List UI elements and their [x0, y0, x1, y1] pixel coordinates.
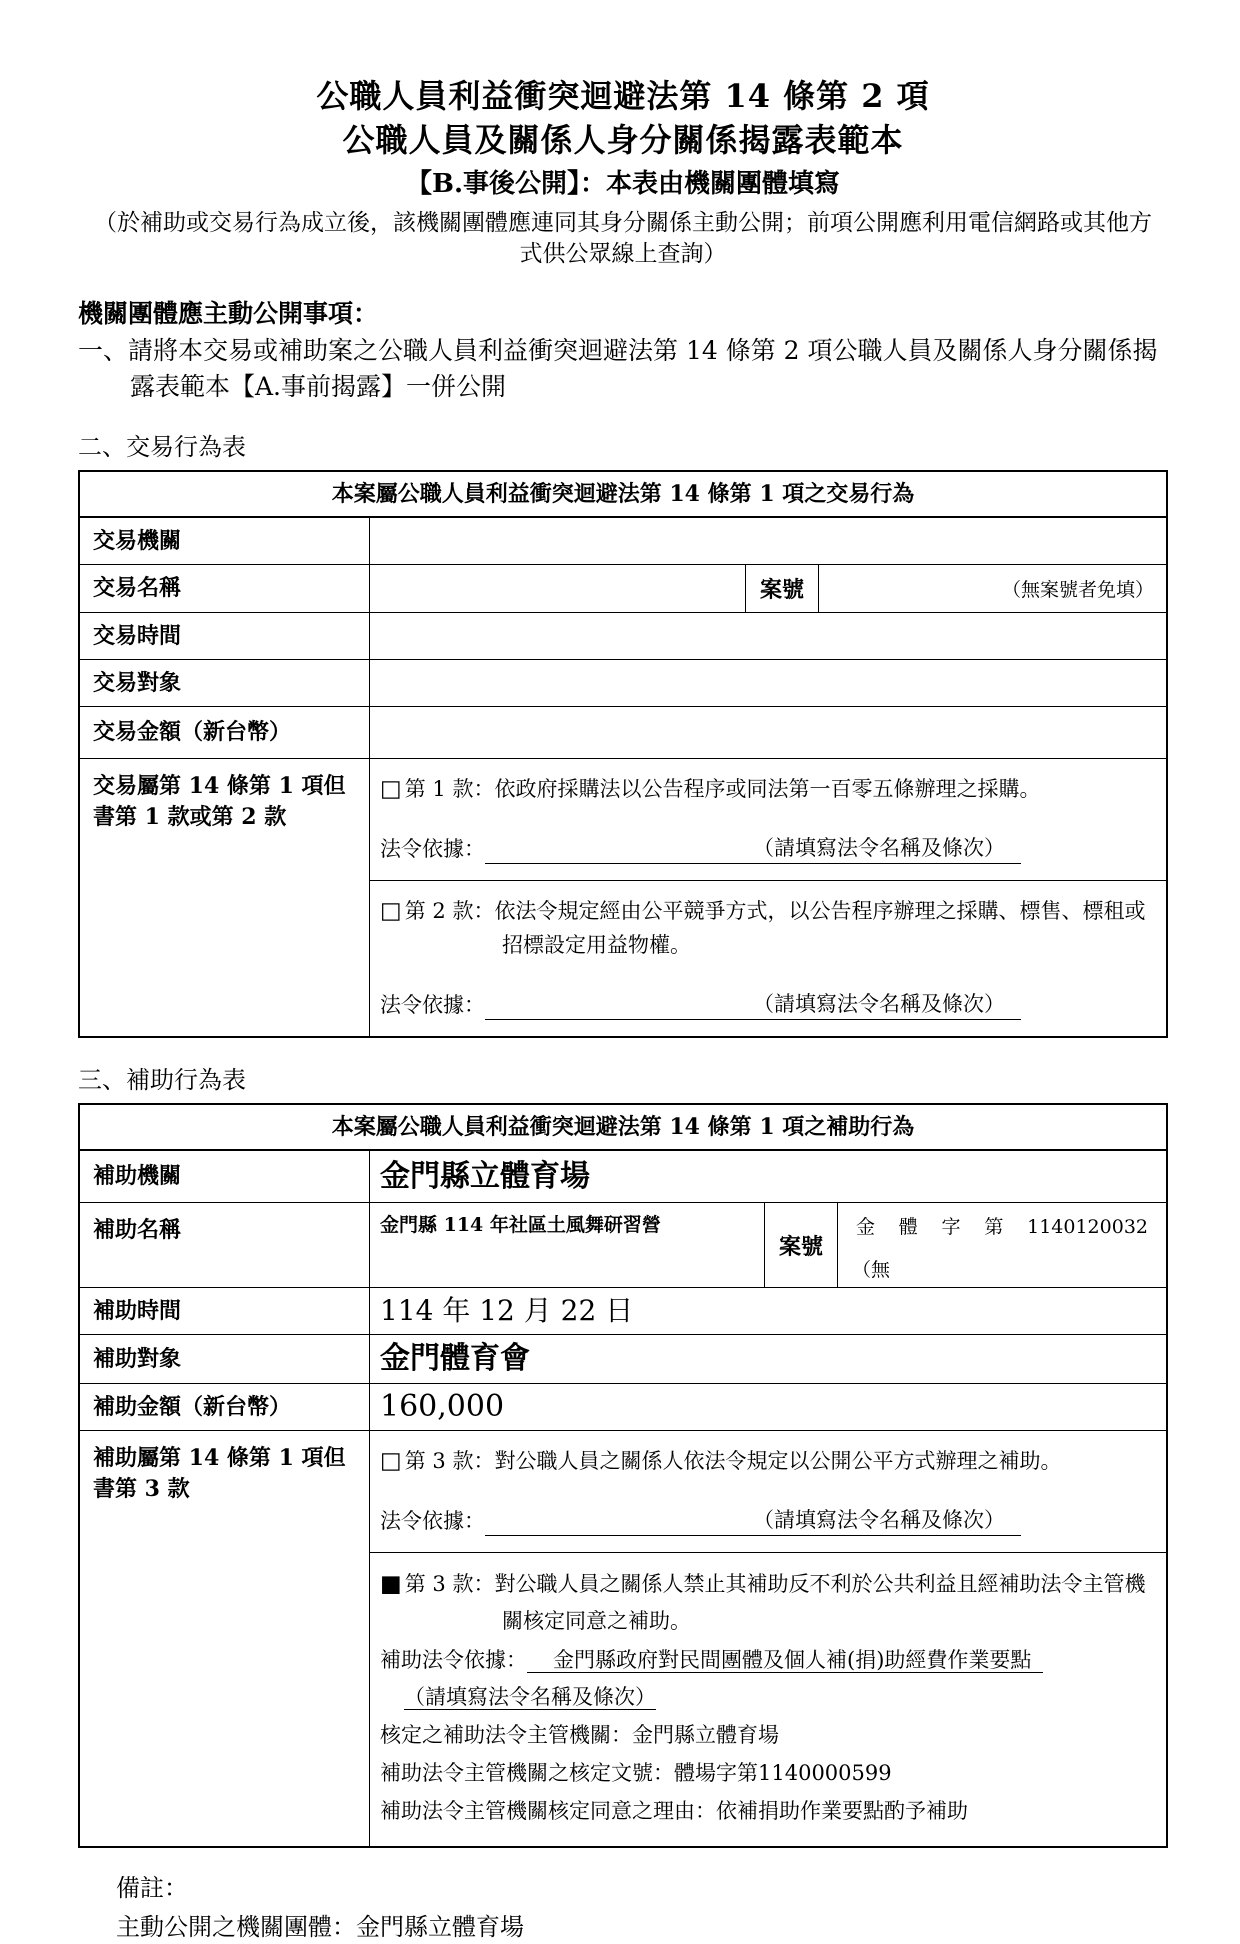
blank-underline [485, 1534, 753, 1535]
clause-3a-law-line [380, 1505, 1154, 1536]
subsidy-clause-3b [370, 1552, 1166, 1846]
clause-3b-text: 第 3 款：對公職人員之關係人禁止其補助反不利於公共利益且經補助法令主管機關核定同意之補助。 [404, 1572, 1146, 1633]
subsidy-agency-text: 金門縣立體育場 [380, 1158, 590, 1194]
table-row [80, 1335, 1166, 1384]
table-row [80, 759, 1166, 1036]
table-row [80, 1203, 1166, 1288]
law-basis-blank [485, 989, 1021, 1020]
clause-2-text: 第 2 款：依法令規定經由公平競爭方式，以公告程序辦理之採購、標售、標租或招標設定用益物權。 [404, 899, 1146, 957]
clause-1-text-line [380, 772, 1154, 806]
table-row [80, 518, 1166, 565]
table-row [80, 707, 1166, 759]
law-basis-hint: （請填寫法令名稱及條次） [753, 992, 1005, 1016]
transaction-table [78, 470, 1168, 1038]
footer-disclosure-line: 主動公開之機關團體：金門縣立體育場 [116, 1913, 524, 1941]
transaction-time-value [370, 613, 1166, 659]
case-number-line1: 金 體 字 第 1140120032 [856, 1216, 1148, 1238]
subsidy-case-number-value [838, 1203, 1166, 1287]
table-row [80, 1431, 1166, 1846]
underline-pad [527, 1666, 553, 1667]
clause-2-law-line [380, 989, 1154, 1020]
subsidy-law-basis-text: 金門縣政府對民間團體及個人補(捐)助經費作業要點 [553, 1648, 1032, 1672]
subsidy-agency-label: 補助機關 [80, 1151, 370, 1202]
table-row [80, 1151, 1166, 1203]
subsidy-target-text: 金門體育會 [380, 1341, 530, 1376]
transaction-clause-label: 交易屬第 14 條第 1 項但書第 1 款或第 2 款 [80, 759, 370, 1036]
law-basis-blank [485, 1505, 1021, 1536]
law-basis-label: 法令依據： [380, 1509, 485, 1533]
transaction-amount-value [370, 707, 1166, 758]
blank-underline [485, 862, 753, 863]
transaction-target-value [370, 660, 1166, 706]
subsidy-name-text: 金門縣 114 年社區土風舞研習營 [380, 1214, 661, 1236]
clause-3b-law-line [380, 1642, 1154, 1679]
section-3-title: 三、補助行為表 [78, 1066, 246, 1094]
clause-3a-text-line [380, 1444, 1154, 1478]
disclosure-heading: 機關團體應主動公開事項： [78, 299, 379, 328]
law-basis-label: 法令依據： [380, 837, 485, 861]
clause-3b-law-hint-line [404, 1679, 1154, 1716]
subsidy-target-label: 補助對象 [80, 1335, 370, 1383]
disclosure-item-1: 一、請將本交易或補助案之公職人員利益衝突迴避法第 14 條第 2 項公職人員及關係人身分關係揭露表範本【A.事前揭露】一併公開 [78, 336, 1158, 401]
transaction-time-label: 交易時間 [80, 613, 370, 659]
subsidy-clause-cell [370, 1431, 1166, 1846]
transaction-clause-cell [370, 759, 1166, 1036]
law-basis-hint: （請填寫法令名稱及條次） [753, 1508, 1005, 1532]
doc-title-line3: 【B.事後公開】：本表由機關團體填寫 [405, 169, 841, 199]
clause-3b-text-line [380, 1566, 1154, 1640]
subsidy-table-header: 本案屬公職人員利益衝突迴避法第 14 條第 1 項之補助行為 [80, 1105, 1166, 1151]
transaction-clause-1 [370, 759, 1166, 880]
law-basis-label: 法令依據： [380, 993, 485, 1017]
doc-title-line2: 公職人員及關係人身分關係揭露表範本 [342, 121, 904, 159]
clause-3a-checkbox-icon: □ [380, 1448, 402, 1474]
doc-intro-note: （於補助或交易行為成立後，該機關團體應連同其身分關係主動公開；前項公開應利用電信網路或其他方式供公眾線上查詢） [94, 210, 1152, 267]
subsidy-name-value [370, 1203, 764, 1287]
subsidy-table [78, 1103, 1168, 1848]
transaction-name-value [370, 565, 745, 612]
transaction-case-number-label: 案號 [745, 565, 819, 612]
law-basis-blank [485, 833, 1021, 864]
table-row [80, 1384, 1166, 1431]
transaction-name-label: 交易名稱 [80, 565, 370, 612]
doc-title-line1: 公職人員利益衝突迴避法第 14 條第 2 項 [316, 77, 930, 115]
subsidy-time-label: 補助時間 [80, 1288, 370, 1334]
table-row [80, 660, 1166, 707]
clause-3b-checkbox-icon: ■ [380, 1571, 402, 1597]
subsidy-law-basis-label: 補助法令依據： [380, 1648, 527, 1672]
subsidy-target-value [370, 1335, 1166, 1383]
subsidy-amount-label: 補助金額（新台幣） [80, 1384, 370, 1430]
transaction-agency-label: 交易機關 [80, 518, 370, 564]
subsidy-agency-value [370, 1151, 1166, 1202]
underline-pad [1031, 1666, 1043, 1667]
notes-label: 備註： [116, 1874, 188, 1902]
clause-2-checkbox-icon: □ [380, 898, 402, 924]
table-row [80, 613, 1166, 660]
section-2-title: 二、交易行為表 [78, 433, 246, 461]
transaction-clause-2 [370, 880, 1166, 1036]
subsidy-clause-3a [370, 1431, 1166, 1552]
clause-3b-reason-line: 補助法令主管機關核定同意之理由：依補捐助作業要點酌予補助 [380, 1799, 968, 1823]
subsidy-clause-label: 補助屬第 14 條第 1 項但書第 3 款 [80, 1431, 370, 1846]
subsidy-amount-text: 160,000 [380, 1389, 505, 1424]
table-row [80, 565, 1166, 613]
subsidy-case-number-label: 案號 [764, 1203, 838, 1287]
law-basis-hint: （請填寫法令名稱及條次） [404, 1685, 656, 1709]
clause-1-law-line [380, 833, 1154, 864]
transaction-case-number-value [819, 565, 1166, 612]
clause-3b-authority-line: 核定之補助法令主管機關：金門縣立體育場 [380, 1723, 779, 1747]
case-number-hint: （無案號者免填） [1001, 579, 1154, 601]
subsidy-time-value [370, 1288, 1166, 1334]
table-row [80, 1288, 1166, 1335]
transaction-table-header: 本案屬公職人員利益衝突迴避法第 14 條第 1 項之交易行為 [80, 472, 1166, 518]
transaction-amount-label: 交易金額（新台幣） [80, 707, 370, 758]
subsidy-amount-value [370, 1384, 1166, 1430]
clause-3a-text: 第 3 款：對公職人員之關係人依法令規定以公開公平方式辦理之補助。 [404, 1449, 1062, 1473]
blank-underline [485, 1018, 753, 1019]
case-number-line2: （無 [852, 1259, 891, 1281]
clause-3b-doc-number-line: 補助法令主管機關之核定文號：體場字第1140000599 [380, 1761, 892, 1785]
law-basis-hint: （請填寫法令名稱及條次） [753, 836, 1005, 860]
clause-1-checkbox-icon: □ [380, 776, 402, 802]
clause-2-text-line [380, 894, 1154, 962]
clause-1-text: 第 1 款：依政府採購法以公告程序或同法第一百零五條辦理之採購。 [404, 777, 1041, 801]
subsidy-law-basis-value [527, 1648, 1043, 1673]
subsidy-name-label: 補助名稱 [80, 1203, 370, 1287]
subsidy-time-text: 114 年 12 月 22 日 [380, 1294, 634, 1327]
transaction-agency-value [370, 518, 1166, 564]
transaction-target-label: 交易對象 [80, 660, 370, 706]
